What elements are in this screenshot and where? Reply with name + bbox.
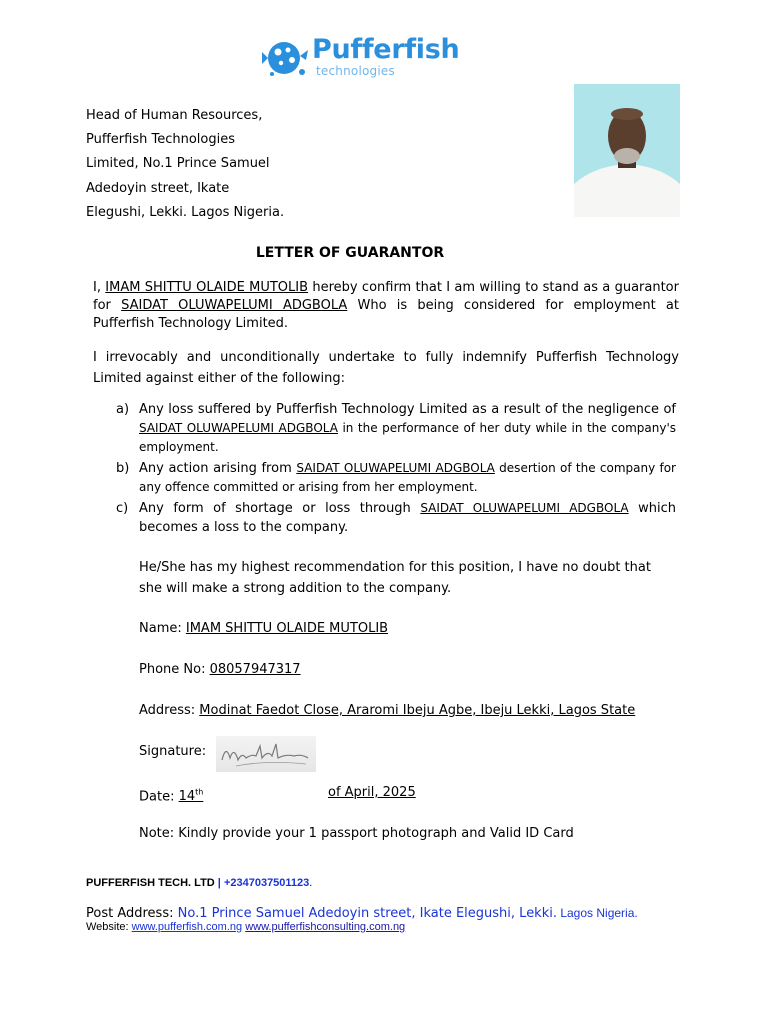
signature-label: Signature: (139, 744, 207, 759)
item-text: desertion of the company for any offence committed or arising from her employment. (139, 461, 676, 494)
footer-phone: +2347037501123 (223, 877, 310, 889)
footer-company (86, 876, 312, 890)
footer-company-name: PUFFERFISH TECH. LTD (86, 877, 215, 889)
date-label: Date: (139, 789, 179, 805)
name-value: IMAM SHITTU OLAIDE MUTOLIB (185, 621, 389, 636)
item-text: Any form of shortage or loss through (139, 501, 421, 516)
phone-value: 08057947317 (209, 662, 301, 677)
address-line: Limited, No.1 Prince Samuel (86, 156, 270, 172)
list-item (116, 400, 676, 457)
name-label: Name: (139, 621, 186, 636)
phone-field (139, 661, 301, 679)
letter-title: LETTER OF GUARANTOR (255, 245, 445, 261)
website-label: Website: (86, 921, 132, 933)
phone-label: Phone No: (139, 662, 210, 677)
list-item (116, 459, 676, 497)
address-value: Modinat Faedot Close, Araromi Ibeju Agbe, Ibeju Lekki, Lagos State (199, 703, 636, 718)
address-field (139, 702, 635, 720)
intro-text: Who is being considered for employment at Pufferfish Technology Limited. (93, 298, 679, 331)
passport-photo (574, 84, 680, 217)
address-line: Elegushi, Lekki. Lagos Nigeria. (86, 204, 285, 220)
date-day: 14th (178, 788, 204, 805)
address-line: Head of Human Resources, (86, 108, 263, 123)
intro-text: I, (93, 280, 106, 295)
address-line: Adedoyin street, Ikate (86, 180, 230, 196)
recipient-address (86, 104, 284, 225)
guarantor-name: IMAM SHITTU OLAIDE MUTOLIB (105, 280, 309, 295)
footer-dot: . (309, 877, 313, 889)
list-item (116, 499, 676, 537)
employee-name: SAIDAT OLUWAPELUMI ADGBOLA (139, 421, 338, 435)
address-line: Pufferfish Technologies (86, 132, 235, 148)
intro-text: hereby confirm that I am willing to stand as a guarantor for (93, 280, 679, 313)
logo-wordmark: Pufferfish (312, 34, 460, 65)
post-value: No.1 Prince Samuel Adedoyin street, Ikate Elegushi, Lekki. (177, 906, 557, 921)
date-field (139, 784, 203, 806)
note-text: Note: Kindly provide your 1 passport photograph and Valid ID Card (139, 826, 574, 841)
website-link-2[interactable]: www.pufferfishconsulting.com.ng (245, 921, 406, 933)
name-field (139, 620, 388, 638)
website-link-1[interactable]: www.pufferfish.com.ng (131, 921, 243, 933)
post-label: Post Address: (86, 906, 178, 921)
footer-separator: | (214, 877, 224, 889)
address-label: Address: (139, 703, 200, 718)
company-logo (262, 36, 310, 80)
item-text: Any action arising from (139, 461, 297, 476)
item-text: in the performance of her duty while in the company's employment. (139, 421, 677, 454)
footer-website (86, 920, 405, 934)
signature-image (216, 736, 316, 772)
item-text: Any loss suffered by Pufferfish Technology Limited as a result of the negligence of (139, 402, 676, 417)
list-marker: b) (116, 461, 130, 476)
employee-name: SAIDAT OLUWAPELUMI ADGBOLA (121, 298, 348, 313)
conditions-list (116, 400, 676, 539)
pufferfish-logo-icon (262, 36, 310, 80)
indemnity-paragraph: I irrevocably and unconditionally undertake to fully indemnify Pufferfish Technology Limited against either of the following: (93, 350, 679, 386)
list-marker: c) (116, 501, 129, 516)
item-text: which becomes a loss to the company. (139, 501, 676, 535)
employee-name: SAIDAT OLUWAPELUMI ADGBOLA (296, 461, 495, 475)
logo-subtitle: technologies (316, 64, 395, 78)
intro-paragraph (93, 279, 679, 333)
date-month-year: of April, 2025 (328, 785, 416, 800)
recommendation-text: He/She has my highest recommendation for this position, I have no doubt that she will make a strong addition to the company. (139, 560, 651, 596)
post-tail: Lagos Nigeria. (557, 906, 638, 920)
list-marker: a) (116, 402, 130, 417)
employee-name: SAIDAT OLUWAPELUMI ADGBOLA (420, 501, 629, 515)
